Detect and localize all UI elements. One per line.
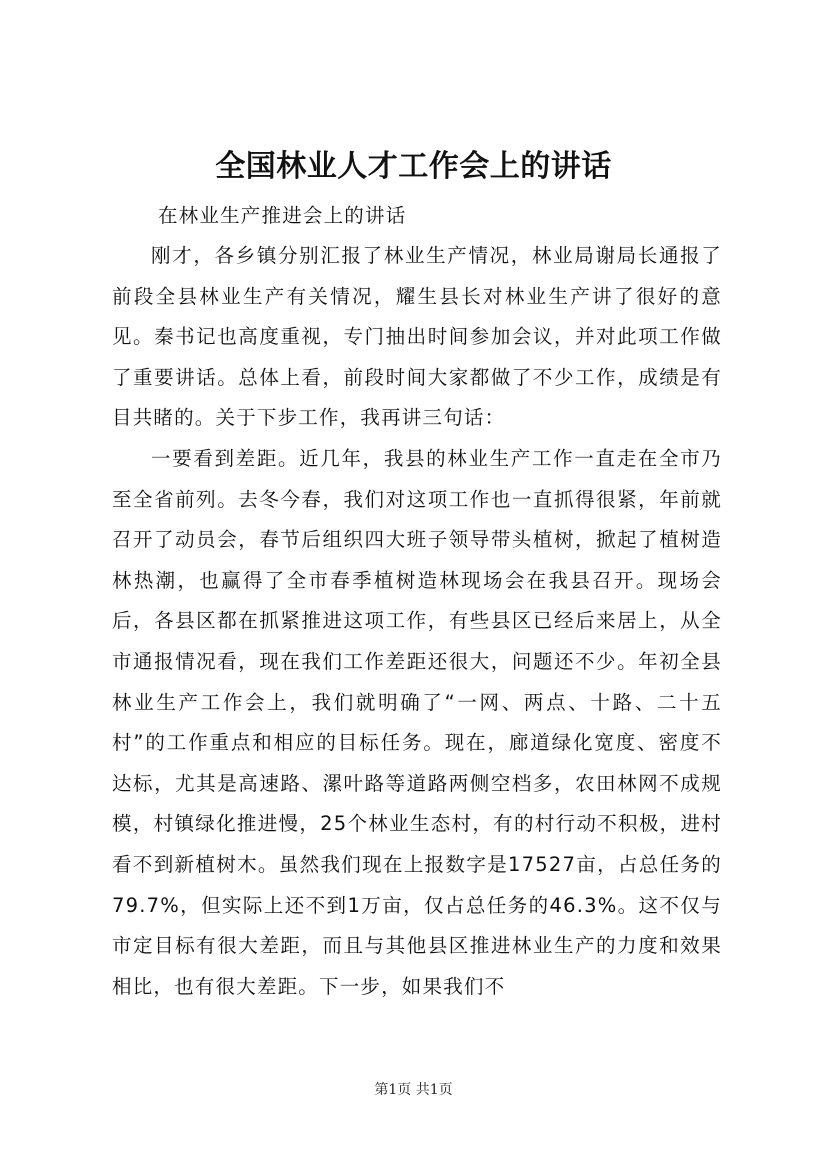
document-body	[112, 236, 722, 1007]
page-footer: 第1页 共1页	[374, 1082, 453, 1098]
paragraph: 刚才，各乡镇分别汇报了林业生产情况，林业局谢局长通报了前段全县林业生产有关情况，耀生县长对林业生产讲了很好的意见。秦书记也高度重视，专门抽出时间参加会议，并对此项工作做了重要讲话。总体上看，前段时间大家都做了不少工作，成绩是有目共睹的。关于下步工作，我再讲三句话：	[112, 244, 722, 430]
document-subtitle: 在林业生产推进会上的讲话	[158, 204, 407, 227]
paragraph: 一要看到差距。近几年，我县的林业生产工作一直走在全市乃至全省前列。去冬今春，我们对这项工作也一直抓得很紧，年前就召开了动员会，春节后组织四大班子领导带头植树，掀起了植树造林热潮，也赢得了全市春季植树造林现场会在我县召开。现场会后，各县区都在抓紧推进这项工作，有些县区已经后来居上，从全市通报情况看，现在我们工作差距还很大，问题还不少。年初全县林业生产工作会上，我们就明确了“一网、两点、十路、二十五村”的工作重点和相应的目标任务。现在，廊道绿化宽度、密度不达标，尤其是高速路、漯叶路等道路两侧空档多，农田林网不成规模，村镇绿化推进慢，25个林业生态村，有的村行动不积极，进村看不到新植树木。虽然我们现在上报数字是17527亩，占总任务的79.7%，但实际上还不到1万亩，仅占总任务的46.3%。这不仅与市定目标有很大差距，而且与其他县区推进林业生产的力度和效果相比，也有很大差距。下一步，如果我们不	[112, 446, 722, 998]
document-title: 全国林业人才工作会上的讲话	[215, 149, 612, 184]
